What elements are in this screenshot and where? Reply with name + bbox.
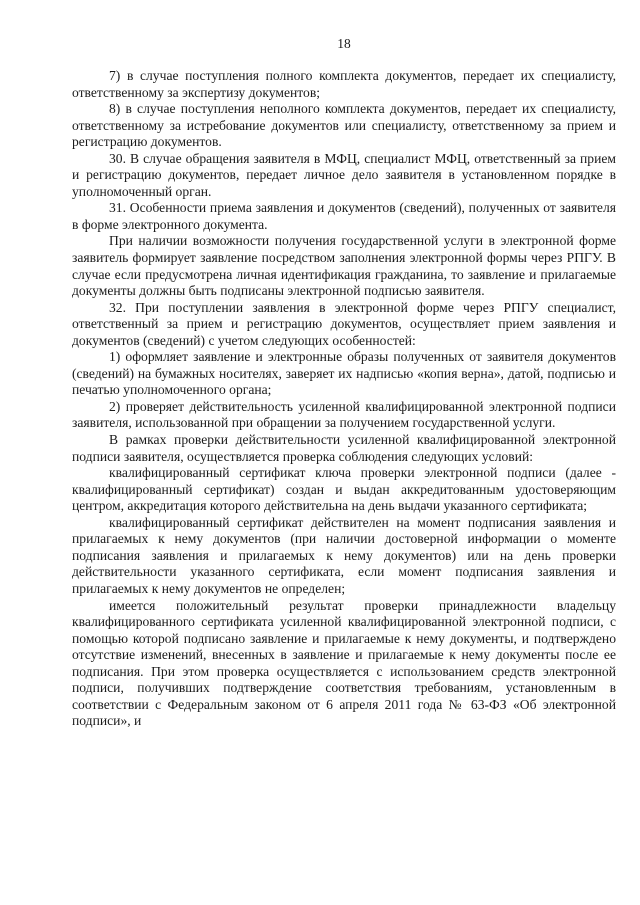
paragraph-clause-32: 32. При поступлении заявления в электронной форме через РПГУ специалист, ответственный за прием и регистрацию документов, осуществляет прием заявления и документов (сведений) с учетом следующих особенностей: [72,299,616,348]
paragraph-item-7: 7) в случае поступления полного комплекта документов, передает их специалисту, ответственному за экспертизу документов; [72,68,616,100]
paragraph-condition-positive-result: имеется положительный результат проверки принадлежности владельцу квалифицированного сертификата усиленной квалифицированной электронной подписи, с помощью которой подписано заявление и прилагаемые к нему документы, и подтверждено отсутствие изменений, внесенных в заявление и прилагаемые к нему документы после ее подписания. При этом проверка осуществляется с использованием средств электронной подписи, получивших подтверждение соответствия требованиям, установленным в соответствии с Федеральным законом от 6 апреля 2011 года № 63-ФЗ «Об электронной подписи», и [72,597,616,729]
paragraph-item-1: 1) оформляет заявление и электронные образы полученных от заявителя документов (сведений) на бумажных носителях, заверяет их надписью «копия верна», датой, подписью и печатью уполномоченного органа; [72,349,616,398]
paragraph-item-8: 8) в случае поступления неполного комплекта документов, передает их специалисту, ответственному за истребование документов или специалисту, ответственному за прием и регистрацию документов. [72,101,616,150]
paragraph-clause-30: 30. В случае обращения заявителя в МФЦ, специалист МФЦ, ответственный за прием и регистрацию документов, передает личное дело заявителя в установленном порядке в уполномоченный орган. [72,150,616,199]
paragraph-electronic-form: При наличии возможности получения государственной услуги в электронной форме заявитель формирует заявление посредством заполнения электронной формы через РПГУ. В случае если предусмотрена личная идентификация гражданина, то заявление и прилагаемые документы должны быть подписаны электронной подписью заявителя. [72,233,616,299]
page-number: 18 [337,36,351,51]
paragraph-clause-31: 31. Особенности приема заявления и документов (сведений), полученных от заявителя в форме электронного документа. [72,200,616,232]
paragraph-item-2: 2) проверяет действительность усиленной квалифицированной электронной подписи заявителя, использованной при обращении за получением государственной услуги. [72,398,616,431]
document-page [72,36,616,898]
paragraph-verification-intro: В рамках проверки действительности усиленной квалифицированной электронной подписи заявителя, осуществляется проверка соблюдения следующих условий: [72,432,616,464]
paragraph-condition-certificate-valid: квалифицированный сертификат действителен на момент подписания заявления и прилагаемых к нему документов (при наличии достоверной информации о моменте подписания заявления и прилагаемых к нему документов) или на день проверки действительности указанного сертификата, если момент подписания заявления и прилагаемых к нему документов не определен; [72,514,616,596]
paragraph-condition-certificate-issued: квалифицированный сертификат ключа проверки электронной подписи (далее - квалифицированный сертификат) создан и выдан аккредитованным удостоверяющим центром, аккредитация которого действительна на день выдачи указанного сертификата; [72,465,616,514]
